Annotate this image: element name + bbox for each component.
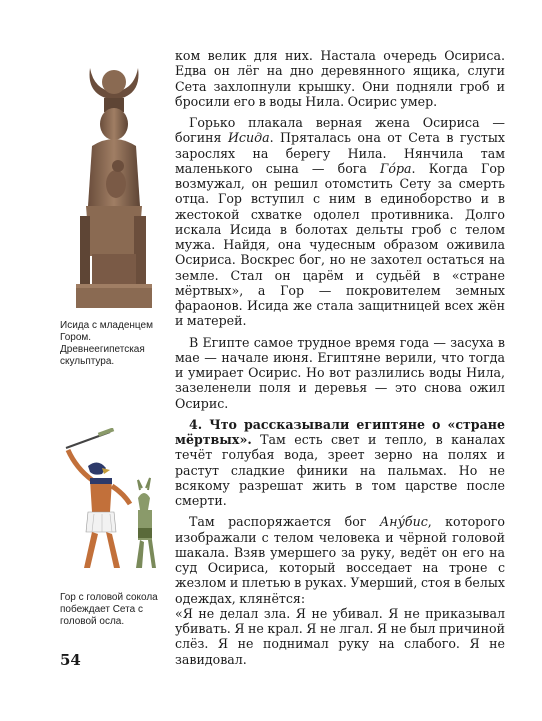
paragraph-osiris-death: ком велик для них. Настала очередь Осириса. Едва он лёг на дно деревянного ящика, слуги Сета захлопнули крышку. Они подняли гроб и бросили его в воды Нила. Осирис умер. <box>175 48 505 109</box>
text-span: , которого изображали с телом человека и чёрной головой шакала. Взяв умершего за руку, ведёт он его на суд Осириса, который восседает на троне с жезлом и плетью в руках. Умерший, стоя в белых одеждах, клянётся: <box>175 514 505 606</box>
sidebar <box>0 0 170 721</box>
paragraph-drought: В Египте самое трудное время года — засуха в мае — начале июня. Египтяне верили, что тогда и умирает Осирис. Но вот разлились воды Нила, зазеленели поля и деревья — это снова ожил Осирис. <box>175 334 505 411</box>
text-span: . Когда Гор возмужал, он решил отомстить Сету за смерть отца. Гор вступил с ним в единоборство и в жестокой схватке одолел противника. Долго искала Исида в болотах дельты гроб с телом мужа. Найдя, она чудесным образом оживила Осириса. Воскрес бог, но не захотел остаться на земле. Стал он царём и судьёй в «стране мёртвых», а Гор — покровителем земных фараонов. Исида же стала защитницей всех жён и матерей. <box>175 160 505 329</box>
text-span: Там распоряжается бог <box>189 514 380 530</box>
section-heading: 4. Что рассказывали египтяне о «стране мёртвых». <box>175 416 505 447</box>
term-hor: Го́ра <box>380 160 412 176</box>
page-number: 54 <box>60 651 81 669</box>
main-text-column <box>175 48 505 667</box>
paragraph-isis-horus <box>175 115 505 329</box>
text-span: Там есть свет и тепло, в каналах течёт голубая вода, зреет зерно на полях и растут сладкие финики на пальмах. Но не всякому разрешат жить в том царстве после смерти. <box>175 432 505 508</box>
term-anubis: Ану́бис <box>379 514 428 530</box>
term-isis: Исида <box>227 130 270 146</box>
paragraph-land-of-dead <box>175 417 505 509</box>
caption-horus: Гор с головой сокола побеждает Сета с головой осла. <box>60 592 158 627</box>
isis-statue-image <box>72 56 156 310</box>
paragraph-anubis <box>175 514 505 606</box>
horus-vs-set-image <box>58 428 168 578</box>
caption-isis: Исида с младенцем Гором. Древнеегипетская скульптура. <box>60 320 153 367</box>
text-span: Горько плакала верная жена Осириса — богиня <box>175 115 505 146</box>
paragraph-oath: «Я не делал зла. Я не убивал. Я не приказывал убивать. Я не крал. Я не лгал. Я не был причиной слёз. Я не поднимал руку на слабого. Я не завидовал. <box>175 605 505 667</box>
text-span: . Пряталась она от Сета в густых зарослях на берегу Нила. Нянчила там маленького сына — бога <box>175 130 506 176</box>
